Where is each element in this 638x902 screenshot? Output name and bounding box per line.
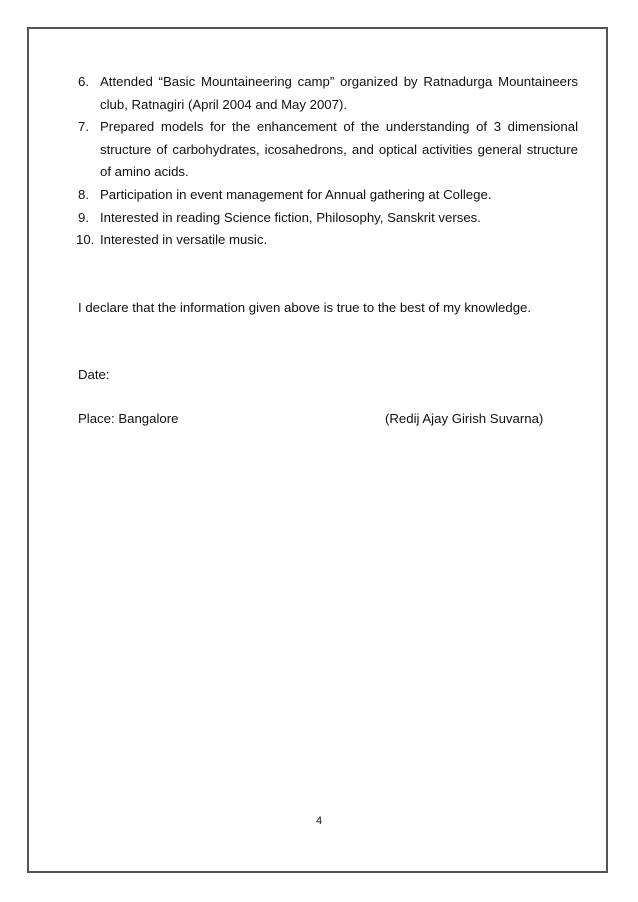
declaration-statement: I declare that the information given above is true to the best of my knowledge. (78, 300, 532, 315)
list-item-number: 6. (78, 74, 89, 89)
list-item (78, 207, 578, 230)
achievements-list (78, 71, 578, 252)
signature-name: (Redij Ajay Girish Suvarna) (385, 411, 544, 426)
list-item-number: 9. (78, 209, 89, 225)
list-item-number: 10. (76, 232, 95, 248)
list-item-number: 7. (78, 119, 89, 135)
list-item-text: Interested in versatile music. (100, 232, 268, 248)
list-item (78, 71, 578, 116)
list-item (78, 229, 578, 252)
list-item-number: 8. (78, 186, 89, 202)
list-item-text: Attended “Basic Mountaineering camp” organized by Ratnadurga Mountaineers club, Ratnagiri (April 2004 and May 2007). (100, 74, 578, 112)
list-item (78, 116, 578, 184)
list-item-text: Prepared models for the enhancement of the understanding of 3 dimensional structure of carbohydrates, icosahedrons, and optical activities general structure of amino acids. (100, 119, 578, 180)
date-label: Date: (78, 367, 110, 382)
page-number: 4 (315, 815, 323, 827)
achievements-list-section (78, 71, 578, 252)
list-item-text: Interested in reading Science fiction, Philosophy, Sanskrit verses. (100, 209, 481, 225)
list-item (78, 184, 578, 207)
place-label: Place: Bangalore (78, 411, 179, 426)
list-item-text: Participation in event management for Annual gathering at College. (100, 186, 492, 202)
